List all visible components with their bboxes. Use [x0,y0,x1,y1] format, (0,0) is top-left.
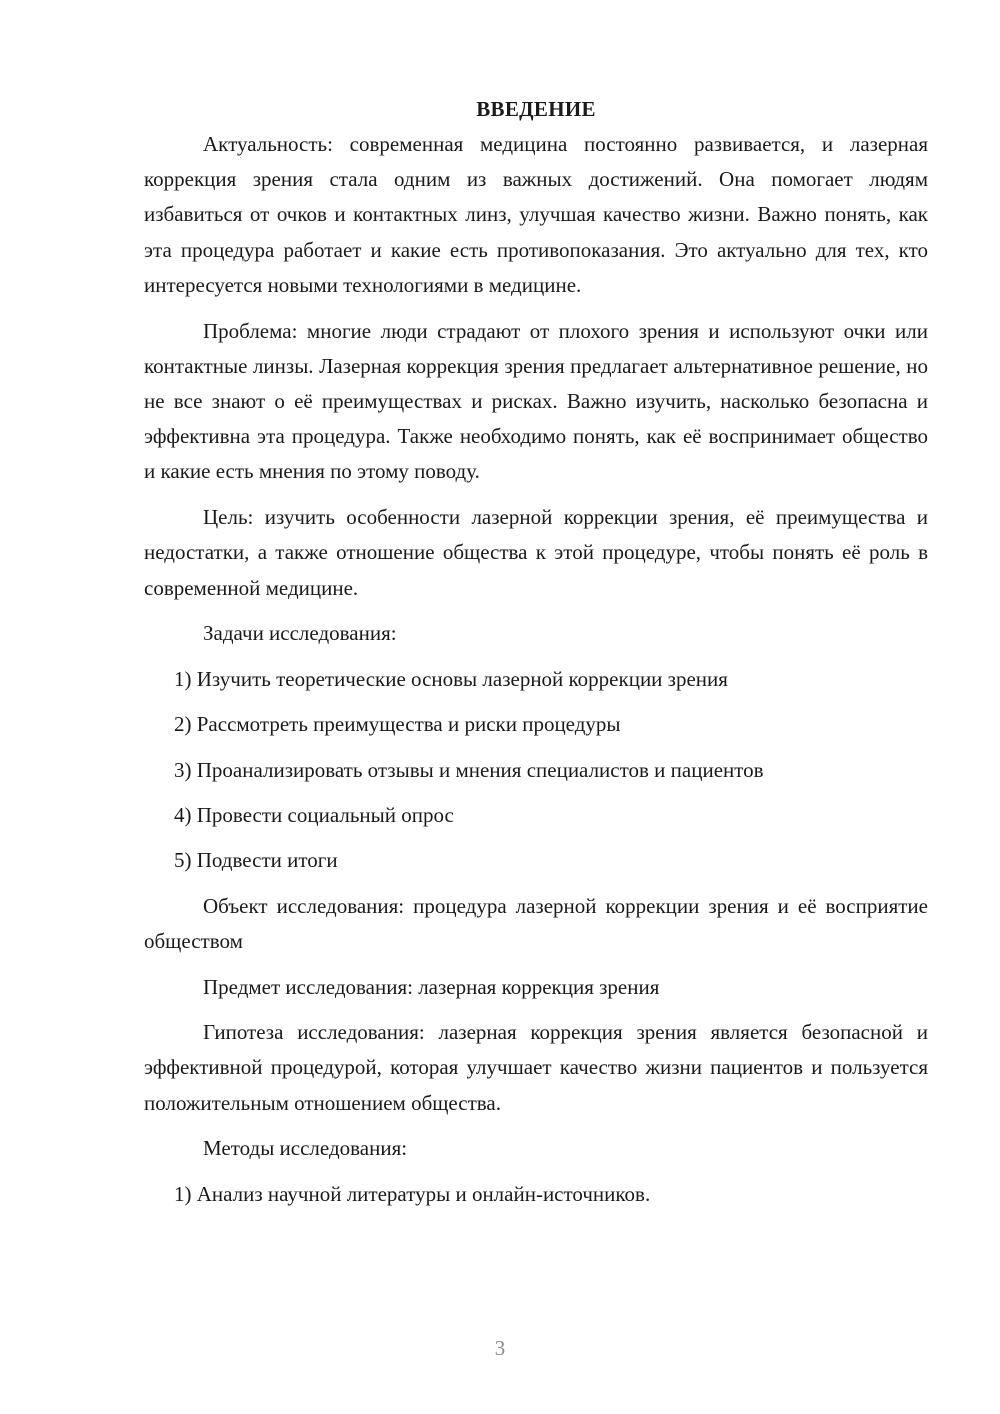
relevance-paragraph: Актуальность: современная медицина постоянно развивается, и лазерная коррекция зрения стала одним из важных достижений. Она помогает людям избавиться от очков и контактных линз, улучшая качество жизни. Важно понять, как эта процедура работает и какие есть противопоказания. Это актуально для тех, кто интересуется новыми технологиями в медицине. [144,132,928,297]
method-item: 1) Анализ научной литературы и онлайн-источников. [174,1181,651,1206]
task-item: 4) Провести социальный опрос [174,802,454,827]
goal-paragraph: Цель: изучить особенности лазерной коррекции зрения, её преимущества и недостатки, а также отношение общества к этой процедуре, чтобы понять её роль в современной медицине. [144,505,928,600]
object-paragraph: Объект исследования: процедура лазерной коррекции зрения и её восприятие обществом [144,893,928,953]
problem-paragraph: Проблема: многие люди страдают от плохого зрения и используют очки или контактные линзы. Лазерная коррекция зрения предлагает альтернативное решение, но не все знают о её преимуществах и рисках. Важно изучить, насколько безопасна и эффективна эта процедура. Также необходимо понять, как её воспринимает общество и какие есть мнения по этому поводу. [144,318,928,484]
task-item: 5) Подвести итоги [174,848,338,873]
page-number: 3 [494,1336,506,1360]
task-item: 2) Рассмотреть преимущества и риски процедуры [174,712,621,737]
hypothesis-paragraph: Гипотеза исследования: лазерная коррекция зрения является безопасной и эффективной процедурой, которая улучшает качество жизни пациентов и пользуется положительным отношением общества. [144,1020,928,1115]
section-heading: ВВЕДЕНИЕ [476,97,596,121]
task-item: 3) Проанализировать отзывы и мнения специалистов и пациентов [174,757,764,782]
methods-heading: Методы исследования: [203,1136,408,1161]
tasks-heading: Задачи исследования: [203,621,397,646]
task-item: 1) Изучить теоретические основы лазерной коррекции зрения [174,666,728,691]
page-content [144,92,928,1222]
subject-paragraph: Предмет исследования: лазерная коррекция зрения [203,974,660,999]
